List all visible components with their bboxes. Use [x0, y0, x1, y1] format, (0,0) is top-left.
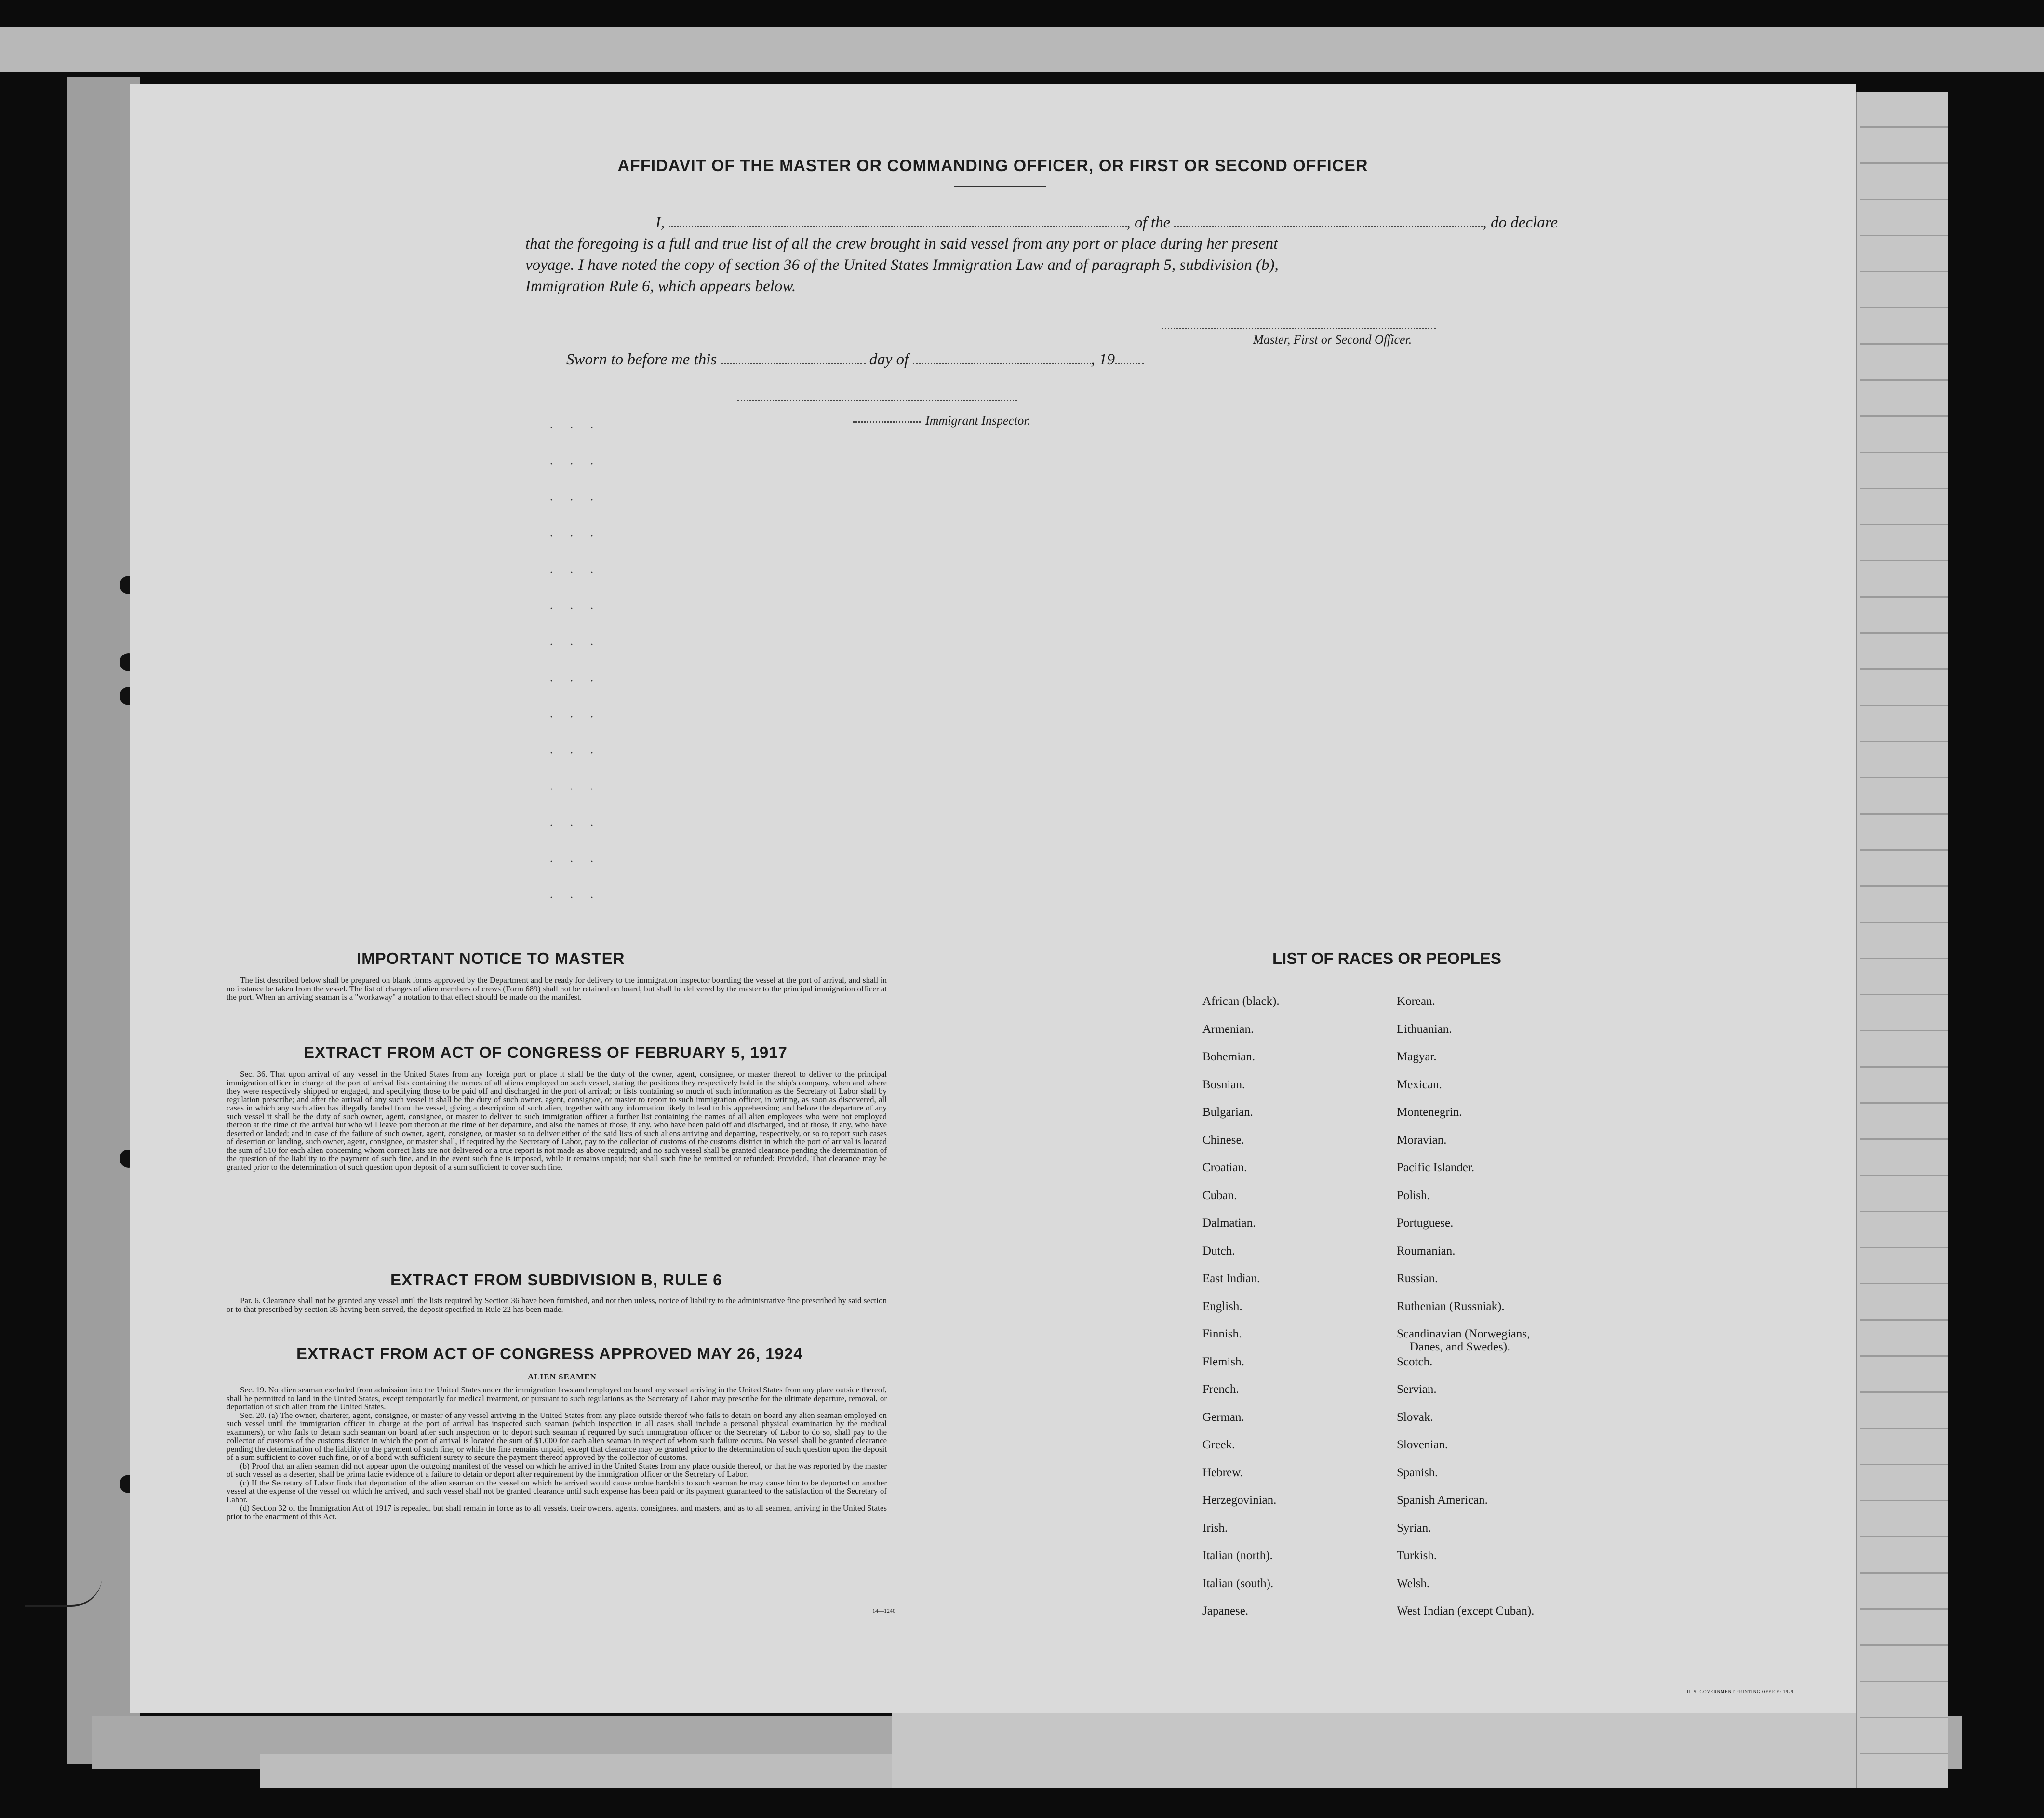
- race-item: Finnish.: [1202, 1327, 1242, 1340]
- underlying-page-left-edge: [67, 77, 140, 1764]
- race-item: Roumanian.: [1397, 1244, 1456, 1257]
- race-item: Flemish.: [1202, 1355, 1244, 1368]
- important-notice-text: [227, 976, 887, 1002]
- sworn-line: [566, 351, 1144, 369]
- important-notice-title: IMPORTANT NOTICE TO MASTER: [357, 949, 625, 967]
- race-item: Bulgarian.: [1202, 1106, 1253, 1119]
- race-item: Moravian.: [1397, 1133, 1447, 1147]
- bleed-through-dots: · · ·: [549, 711, 601, 723]
- race-item: Mexican.: [1397, 1078, 1442, 1091]
- form-number: 14—1240: [872, 1607, 895, 1614]
- race-item: Servian.: [1397, 1383, 1437, 1396]
- race-item: Pacific Islander.: [1397, 1161, 1475, 1174]
- bleed-through-dots: · · ·: [549, 639, 601, 651]
- race-item: French.: [1202, 1383, 1239, 1396]
- race-item: East Indian.: [1202, 1272, 1260, 1285]
- race-item: German.: [1202, 1410, 1244, 1424]
- extract-1924-sec20d: (d) Section 32 of the Immigration Act of 1917 is repealed, but shall remain in force as to all vessels, their owners, agents, consignees, and masters, and as to all seamen, arriving in the United States prior to the enactment of this Act.: [227, 1503, 887, 1521]
- bleed-through-dots: · · ·: [549, 747, 601, 760]
- bleed-through-dots: · · ·: [549, 566, 601, 579]
- race-item: Scotch.: [1397, 1355, 1433, 1368]
- bleed-through-dots: · · ·: [549, 783, 601, 796]
- race-item: Spanish.: [1397, 1466, 1438, 1479]
- bleed-through-dots: · · ·: [549, 602, 601, 615]
- race-item: Armenian.: [1202, 1022, 1254, 1036]
- race-item: Syrian.: [1397, 1521, 1431, 1535]
- bleed-through-dots: · · ·: [549, 458, 601, 470]
- scan-border-top: [0, 27, 2044, 72]
- day-of-label: day of: [869, 351, 909, 368]
- race-item: Chinese.: [1202, 1133, 1244, 1147]
- extract-1917-paragraph: Sec. 36. That upon arrival of any vessel in the United States from any foreign port or place it shall be the duty of the owner, agent, consignee, or master thereof to deliver to the principal immigration officer in charge of the port of arrival lists containing the names of all aliens employed on such vessel, stating the positions they respectively hold in the ship's company, when and where they were respectively shipped or engaged, and specifying those to be paid off and discharged in the port of arrival; or lists containing so much of such information as the Secretary of Labor shall by regulation prescribe; and after the arrival of any such vessel it shall be the duty of such owner, agent, consignee, or master to report to such immigration officer, in writing, as soon as discovered, all cases in which any such alien has illegally landed from the vessel, giving a description of such alien, together with any information likely to lead to his apprehension; and before the departure of any such vessel it shall be the duty of such owner, agent, consignee, or master to deliver to such immigration officer a further list containing the names of all alien employees who were not employed thereon at the time of the arrival but who will leave port thereon at the time of her departure, and also the names of those, if any, who have been paid off and discharged, and of those, if any, who have deserted or landed; and in case of the failure of such owner, agent, consignee, or master so to deliver either of the said lists of such aliens arriving and departing, respectively, or so to report such cases of desertion or landing, such owner, agent, consignee, or master shall, if required by the Secretary of Labor, pay to the collector of customs of the customs district in which the port of arrival is located the sum of $10 for each alien concerning whom correct lists are not delivered or a true report is not made as above required; and no such vessel shall be granted clearance pending the determination of the question of the liability to the payment of such fine, and in the event such fine is imposed, while it remains unpaid; nor shall such fine be remitted or refunded: Provided, That clearance may be granted prior to the determination of such question upon deposit of a sum sufficient to cover such fine.: [227, 1069, 887, 1172]
- race-item: Italian (north).: [1202, 1549, 1273, 1562]
- extract-1924-sec20a: Sec. 20. (a) The owner, charterer, agent, consignee, or master of any vessel arriving in the United States from any place outside thereof who fails to detain on board any alien seaman employed on such vessel until the immigration officer in charge at the port of arrival has inspected such seaman (which inspection in all cases shall include a personal physical examination by the medical examiners), or who fails to detain such seaman on board after such inspection or to deport such seaman if required by such immigration officer or the Secretary of Labor to do so, shall pay to the collector of customs of the customs district in which the port of arrival is located the sum of $1,000 for each alien seaman in respect of whom such failure occurs. No vessel shall be granted clearance pending the determination of the liability to the payment of such fine, or while the fine remains unpaid, except that clearance may be granted prior to the determination of such question upon the deposit of a sum sufficient to cover such fine, or of a bond with sufficient surety to secure the payment thereof approved by the collector of customs.: [227, 1410, 887, 1462]
- extract-1924-sec20c: (c) If the Secretary of Labor finds that deportation of the alien seaman on the vessel on which he arrived would cause undue hardship to such seaman he may cause him to be deported on another vessel at the expense of the vessel on which he arrived, and such vessel shall not be granted clearance until such expense has been paid or its payment guaranteed to the satisfaction of the Secretary of Labor.: [227, 1478, 887, 1504]
- vessel-name-field[interactable]: [1174, 215, 1483, 227]
- race-item: Ruthenian (Russniak).: [1397, 1299, 1505, 1313]
- race-item: Russian.: [1397, 1272, 1438, 1285]
- race-item: Japanese.: [1202, 1604, 1249, 1617]
- race-item: Dutch.: [1202, 1244, 1235, 1257]
- affidavit-body: [525, 212, 1615, 297]
- race-item: Polish.: [1397, 1189, 1430, 1202]
- race-item: Herzegovinian.: [1202, 1494, 1277, 1507]
- race-item: Montenegrin.: [1397, 1106, 1462, 1119]
- extract-rule6-paragraph: Par. 6. Clearance shall not be granted any vessel until the lists required by Section 36 have been furnished, and not then unless, notice of liability to the administrative fine prescribed by said section or to that prescribed by section 35 having been served, the deposit specified in Rule 22 has been made.: [227, 1296, 887, 1314]
- important-notice-paragraph: The list described below shall be prepared on blank forms approved by the Department and be ready for delivery to the immigration inspector boarding the vessel at the port of arrival, and shall in no instance be taken from the vessel. The list of changes of alien members of crews (Form 689) shall not be retained on board, but shall be delivered by the master to the principal immigration officer at the port. When an arriving seaman is a "workaway" a notation to that effect should be made on the manifest.: [227, 976, 887, 1002]
- title-underline: [954, 186, 1046, 187]
- race-item: Croatian.: [1202, 1161, 1247, 1174]
- extract-1924-sec19: Sec. 19. No alien seaman excluded from admission into the United States under the immigration laws and employed on board any vessel arriving in the United States from any place outside thereof, shall be permitted to land in the United States, except temporarily for medical treatment, or pursuant to such regulations as the Secretary of Labor may prescribe for the ultimate departure, removal, or deportation of such alien from the United States.: [227, 1385, 887, 1411]
- race-item: Turkish.: [1397, 1549, 1437, 1562]
- race-item: Spanish American.: [1397, 1494, 1488, 1507]
- race-item: Danes, and Swedes).: [1410, 1340, 1510, 1353]
- printer-imprint: U. S. GOVERNMENT PRINTING OFFICE: 1929: [1687, 1689, 1794, 1694]
- affidavit-line-2: that the foregoing is a full and true list of all the crew brought in said vessel from any port or place during her present: [525, 235, 1278, 253]
- extract-rule6-title: EXTRACT FROM SUBDIVISION B, RULE 6: [390, 1271, 722, 1289]
- inspector-signature-field[interactable]: [737, 400, 1017, 401]
- race-item: Dalmatian.: [1202, 1216, 1256, 1230]
- inspector-dots: [853, 421, 921, 423]
- extract-1917-title: EXTRACT FROM ACT OF CONGRESS OF FEBRUARY 5, 1917: [304, 1043, 788, 1061]
- race-item: Scandinavian (Norwegians,: [1397, 1327, 1530, 1340]
- bleed-through-dots: · · ·: [549, 856, 601, 868]
- master-signature-label: Master, First or Second Officer.: [1253, 333, 1412, 347]
- race-item: Bosnian.: [1202, 1078, 1245, 1091]
- race-item: African (black).: [1202, 995, 1280, 1008]
- officer-name-field[interactable]: [669, 215, 1127, 227]
- race-item: Italian (south).: [1202, 1577, 1274, 1590]
- race-item: Korean.: [1397, 995, 1435, 1008]
- form-page: [130, 84, 1856, 1713]
- bleed-through-dots: · · ·: [549, 422, 601, 434]
- affidavit-title: AFFIDAVIT OF THE MASTER OR COMMANDING OFFICER, OR FIRST OR SECOND OFFICER: [617, 157, 1368, 175]
- races-title: LIST OF RACES OR PEOPLES: [1272, 949, 1501, 967]
- race-item: West Indian (except Cuban).: [1397, 1604, 1535, 1617]
- affidavit-of-the: , of the: [1126, 214, 1171, 231]
- race-item: Greek.: [1202, 1438, 1235, 1451]
- affidavit-line-1: [525, 212, 1615, 233]
- race-item: Slovenian.: [1397, 1438, 1448, 1451]
- ruled-margin-line: [1856, 92, 1857, 1788]
- sworn-month-field[interactable]: [913, 352, 1091, 364]
- extract-1924-sec20b: (b) Proof that an alien seaman did not appear upon the outgoing manifest of the vessel on which he arrived in the United States from any place outside thereof, or that he was reported by the master of such vessel as a deserter, shall be prima facie evidence of a failure to detain or deport after requirement by the immigration officer or the Secretary of Labor.: [227, 1461, 887, 1479]
- affidavit-i: I,: [655, 214, 665, 231]
- inspector-label-row: [853, 414, 1030, 428]
- bleed-through-dots: · · ·: [549, 892, 601, 904]
- sworn-year-field[interactable]: [1115, 352, 1144, 364]
- ruled-lines: [1860, 92, 1948, 1788]
- extract-rule6-text: [227, 1297, 887, 1313]
- race-item: English.: [1202, 1299, 1242, 1313]
- race-item: Welsh.: [1397, 1577, 1430, 1590]
- bleed-through-dots: · · ·: [549, 675, 601, 687]
- race-item: Portuguese.: [1397, 1216, 1454, 1230]
- bleed-through-dots: · · ·: [549, 819, 601, 832]
- race-item: Slovak.: [1397, 1410, 1433, 1424]
- affidavit-line-4: Immigration Rule 6, which appears below.: [525, 278, 796, 295]
- race-item: Lithuanian.: [1397, 1022, 1452, 1036]
- year-label: , 19: [1091, 351, 1115, 368]
- extract-1924-title: EXTRACT FROM ACT OF CONGRESS APPROVED MAY 26, 1924: [296, 1345, 803, 1363]
- extract-1924-text: [227, 1386, 887, 1521]
- affidavit-do-declare: , do declare: [1483, 214, 1558, 231]
- extract-1917-text: [227, 1070, 887, 1171]
- race-item: Irish.: [1202, 1521, 1228, 1535]
- inspector-label: Immigrant Inspector.: [925, 414, 1031, 428]
- race-item: Bohemian.: [1202, 1050, 1256, 1063]
- race-item: Hebrew.: [1202, 1466, 1243, 1479]
- race-item: Cuban.: [1202, 1189, 1237, 1202]
- bleed-through-dots: · · ·: [549, 494, 601, 507]
- alien-seamen-heading: ALIEN SEAMEN: [528, 1372, 597, 1381]
- bleed-through-dots: · · ·: [549, 530, 601, 543]
- master-signature-field[interactable]: [1162, 328, 1436, 329]
- race-item: Magyar.: [1397, 1050, 1437, 1063]
- affidavit-line-3: voyage. I have noted the copy of section 36 of the United States Immigration Law and of paragraph 5, subdivision (b),: [525, 256, 1279, 274]
- sworn-label: Sworn to before me this: [566, 351, 717, 368]
- sworn-day-field[interactable]: [721, 352, 866, 364]
